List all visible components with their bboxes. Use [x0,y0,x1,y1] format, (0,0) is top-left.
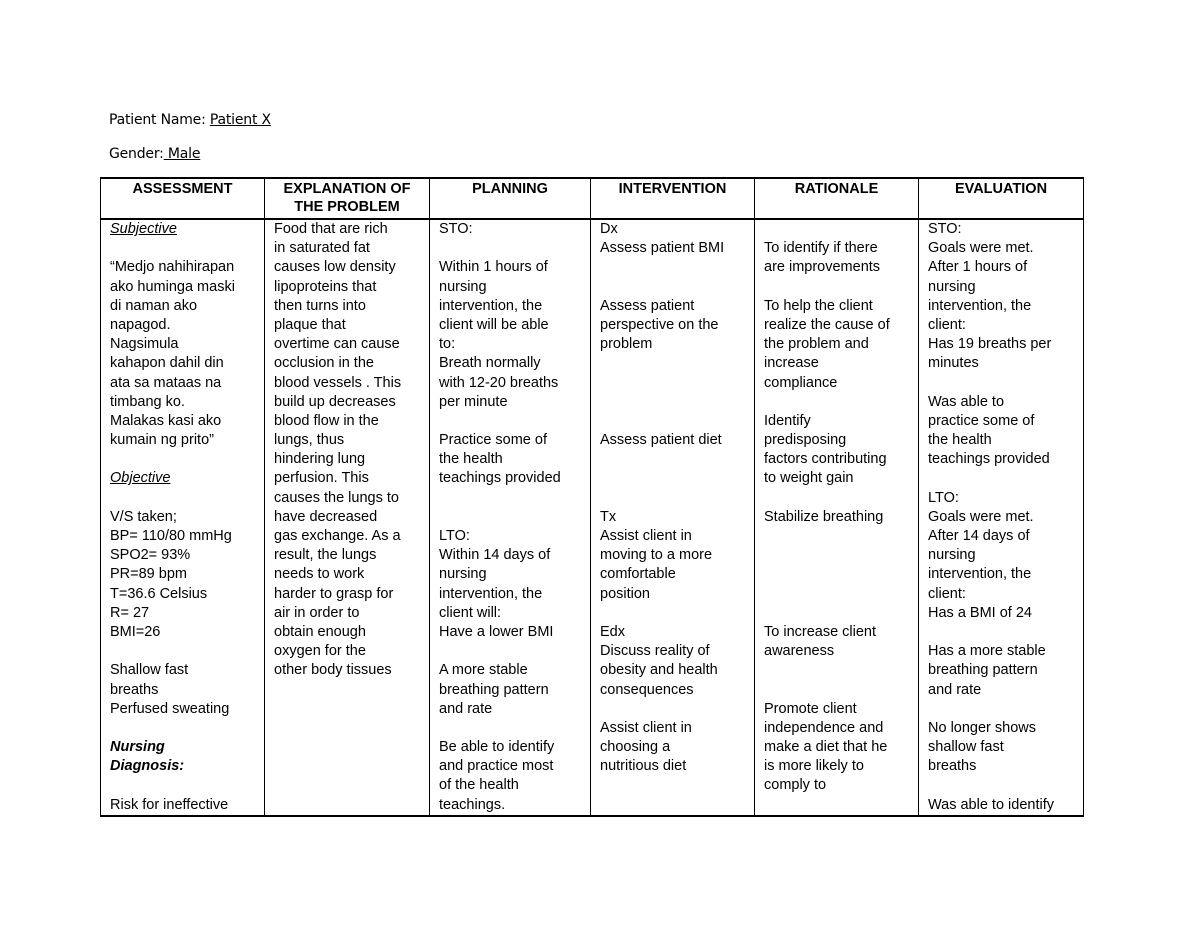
cell-line: moving to a more [600,547,713,564]
table-header-row [101,178,1084,219]
cell-line: choosing a [600,739,671,756]
cell-line: No longer shows [928,719,1036,736]
cell-line: intervention, the [439,585,543,602]
cell-line [928,469,1083,488]
cell-line [600,278,754,297]
cell-line [928,700,1083,719]
cell-line [764,585,918,604]
cell-line: Was able to [928,393,1005,410]
cell-line: blood vessels . This [274,374,402,391]
planning-cell [430,219,591,816]
cell-line: After 14 days of [928,528,1030,544]
cell-line: build up decreases [274,393,396,410]
cell-line [439,642,590,661]
cell-line: client: [928,585,966,602]
cell-line [439,412,590,431]
cell-line: Edx [600,623,625,640]
cell-line: comply to [764,777,827,794]
cell-line: Assess patient BMI [600,240,725,257]
cell-line: Shallow fast [110,662,189,679]
cell-line: A more stable [439,662,528,679]
cell-line: occlusion in the [274,355,374,372]
cell-line [764,604,918,623]
cell-line: problem [600,336,653,353]
cell-line: Assess patient diet [600,432,722,449]
cell-line: intervention, the [439,297,543,314]
cell-line: R= 27 [110,604,150,621]
cell-line: Nursing [110,739,165,756]
column-header-planning: PLANNING [430,178,591,219]
cell-line: Diagnosis: [110,758,185,775]
cell-line: nursing [439,566,487,583]
cell-line: and rate [928,681,982,698]
cell-line: and rate [439,700,493,717]
cell-line [764,278,918,297]
cell-line: blood flow in the [274,412,379,429]
cell-line: perspective on the [600,316,719,333]
cell-line: ata sa mataas na [110,374,222,391]
cell-line: napagod. [110,316,171,333]
cell-line [600,374,754,393]
evaluation-cell [919,219,1084,816]
gender-label: Gender: [109,146,164,162]
cell-line: Within 14 days of [439,547,551,564]
cell-line: air in order to [274,604,360,621]
cell-line: To help the client [764,297,873,314]
cell-line: di naman ako [110,297,198,314]
cell-line: Nagsimula [110,336,179,353]
cell-line: Breath normally [439,355,541,372]
column-header-evaluation: EVALUATION [919,178,1084,219]
cell-line: other body tissues [274,662,392,679]
cell-line: To identify if there [764,240,878,257]
cell-line: client will be able [439,316,549,333]
cell-line: minutes [928,355,979,372]
cell-line: needs to work [274,566,365,583]
cell-line [764,393,918,412]
cell-line: Goals were met. [928,240,1034,257]
cell-line: Malakas kasi ako [110,412,222,429]
cell-line: Assess patient [600,297,695,314]
cell-line [764,661,918,680]
cell-line [439,719,590,738]
cell-line: causes the lungs to [274,489,399,506]
cell-line: overtime can cause [274,336,400,353]
cell-line: realize the cause of [764,316,890,333]
nursing-care-plan-table [100,177,1084,817]
cell-line [764,681,918,700]
cell-line: obtain enough [274,623,366,640]
cell-line: oxygen for the [274,643,366,660]
cell-line [928,776,1083,795]
cell-line: Perfused sweating [110,700,230,717]
cell-line [600,469,754,488]
cell-line: LTO: [928,489,959,506]
table-row [101,219,1084,816]
cell-line: After 1 hours of [928,259,1028,276]
cell-line: the health [928,432,992,449]
cell-line: Tx [600,508,617,525]
cell-line [764,220,918,239]
cell-line: hindering lung [274,451,366,468]
cell-line: nursing [928,547,976,564]
assessment-cell [101,219,265,816]
cell-line: Has a BMI of 24 [928,604,1032,621]
cell-line [110,450,264,469]
cell-line: Dx [600,221,618,237]
cell-line: V/S taken; [110,508,177,525]
cell-line: have decreased [274,508,378,525]
cell-line: result, the lungs [274,547,377,564]
cell-line: timbang ko. [110,393,185,410]
cell-line: Promote client [764,700,857,717]
cell-line: intervention, the [928,566,1032,583]
cell-line [600,412,754,431]
cell-line: of the health [439,777,519,794]
cell-line: causes low density [274,259,396,276]
cell-line: kahapon dahil din [110,355,224,372]
cell-line: with 12-20 breaths [439,374,559,391]
cell-line: Assist client in [600,719,692,736]
cell-line: Practice some of [439,432,547,449]
cell-line: teachings. [439,796,506,813]
cell-line: comfortable [600,566,676,583]
cell-line [110,642,264,661]
cell-line: make a diet that he [764,739,888,756]
cell-line: and practice most [439,758,554,775]
cell-line: then turns into [274,297,366,314]
cell-line: ako huminga maski [110,278,235,295]
cell-line: practice some of [928,412,1035,429]
cell-line: breaths [928,758,977,775]
column-header-rationale: RATIONALE [755,178,919,219]
explanation-cell [265,219,430,816]
cell-line: lungs, thus [274,432,345,449]
cell-line [110,239,264,258]
cell-line: Discuss reality of [600,643,710,660]
cell-line: obesity and health [600,662,718,679]
cell-line: Have a lower BMI [439,623,554,640]
cell-line [600,489,754,508]
cell-line: nursing [439,278,487,295]
cell-line [928,374,1083,393]
cell-line [764,489,918,508]
cell-line: Food that are rich [274,221,388,237]
cell-line: kumain ng prito” [110,432,214,449]
cell-line: teachings provided [439,470,561,487]
cell-line: client will: [439,604,502,621]
cell-line: harder to grasp for [274,585,394,602]
cell-line: perfusion. This [274,470,369,487]
cell-line [439,489,590,508]
cell-line: shallow fast [928,739,1004,756]
column-header-explanation: EXPLANATION OF THE PROBLEM [265,178,430,219]
cell-line: Identify [764,412,811,429]
cell-line: the health [439,451,503,468]
cell-line: STO: [439,221,473,237]
cell-line: nutritious diet [600,758,687,775]
cell-line: T=36.6 Celsius [110,585,208,602]
patient-name-label: Patient Name: [109,112,206,128]
cell-line: are improvements [764,259,881,276]
cell-line: Risk for ineffective [110,796,229,813]
cell-line: nursing [928,278,976,295]
cell-line: factors contributing [764,451,887,468]
cell-line: to: [439,336,456,353]
cell-line: to weight gain [764,470,854,487]
cell-line: PR=89 bpm [110,566,187,583]
cell-line: “Medjo nahihirapan [110,259,235,276]
cell-line: teachings provided [928,451,1050,468]
patient-name-line [109,112,271,128]
cell-line [600,393,754,412]
gender-line [109,146,200,162]
cell-line [764,565,918,584]
rationale-cell [755,219,919,816]
cell-line: in saturated fat [274,240,370,257]
cell-line: awareness [764,643,835,660]
cell-line: independence and [764,719,884,736]
cell-line: Within 1 hours of [439,259,548,276]
cell-line [600,354,754,373]
cell-line: position [600,585,650,602]
cell-line: Was able to identify [928,796,1054,813]
cell-line: Has 19 breaths per [928,336,1052,353]
cell-line: lipoproteins that [274,278,377,295]
cell-line [110,489,264,508]
cell-line: gas exchange. As a [274,528,401,544]
gender-value: Male [163,146,201,162]
cell-line: intervention, the [928,297,1032,314]
cell-line: breaths [110,681,159,698]
cell-line: the problem and [764,336,869,353]
cell-line: LTO: [439,528,470,544]
cell-line: plaque that [274,316,346,333]
cell-line [110,776,264,795]
cell-line: compliance [764,374,838,391]
cell-line [600,604,754,623]
column-header-intervention: INTERVENTION [591,178,755,219]
cell-line [600,258,754,277]
cell-line [928,623,1083,642]
cell-line: To increase client [764,623,877,640]
intervention-cell [591,219,755,816]
cell-line: consequences [600,681,694,698]
cell-line [600,700,754,719]
cell-line: client: [928,316,966,333]
cell-line [110,719,264,738]
cell-line: BMI=26 [110,623,161,640]
cell-line [764,527,918,546]
cell-line: Stabilize breathing [764,508,884,525]
cell-line [439,508,590,527]
cell-line: breathing pattern [928,662,1038,679]
cell-line: predisposing [764,432,847,449]
cell-line [439,239,590,258]
cell-line: STO: [928,221,962,237]
cell-line: Assist client in [600,528,692,544]
cell-line: Has a more stable [928,643,1046,660]
cell-line [600,450,754,469]
cell-line: SPO2= 93% [110,547,191,564]
cell-line: is more likely to [764,758,864,775]
cell-line: Subjective [110,221,177,237]
cell-line: per minute [439,393,508,410]
cell-line: Objective [110,470,171,487]
cell-line: Goals were met. [928,508,1034,525]
cell-line [764,546,918,565]
cell-line: increase [764,355,819,372]
cell-line: BP= 110/80 mmHg [110,528,232,544]
cell-line: Be able to identify [439,739,555,756]
patient-name-value: Patient X [209,112,271,128]
cell-line: breathing pattern [439,681,549,698]
column-header-assessment: ASSESSMENT [101,178,265,219]
